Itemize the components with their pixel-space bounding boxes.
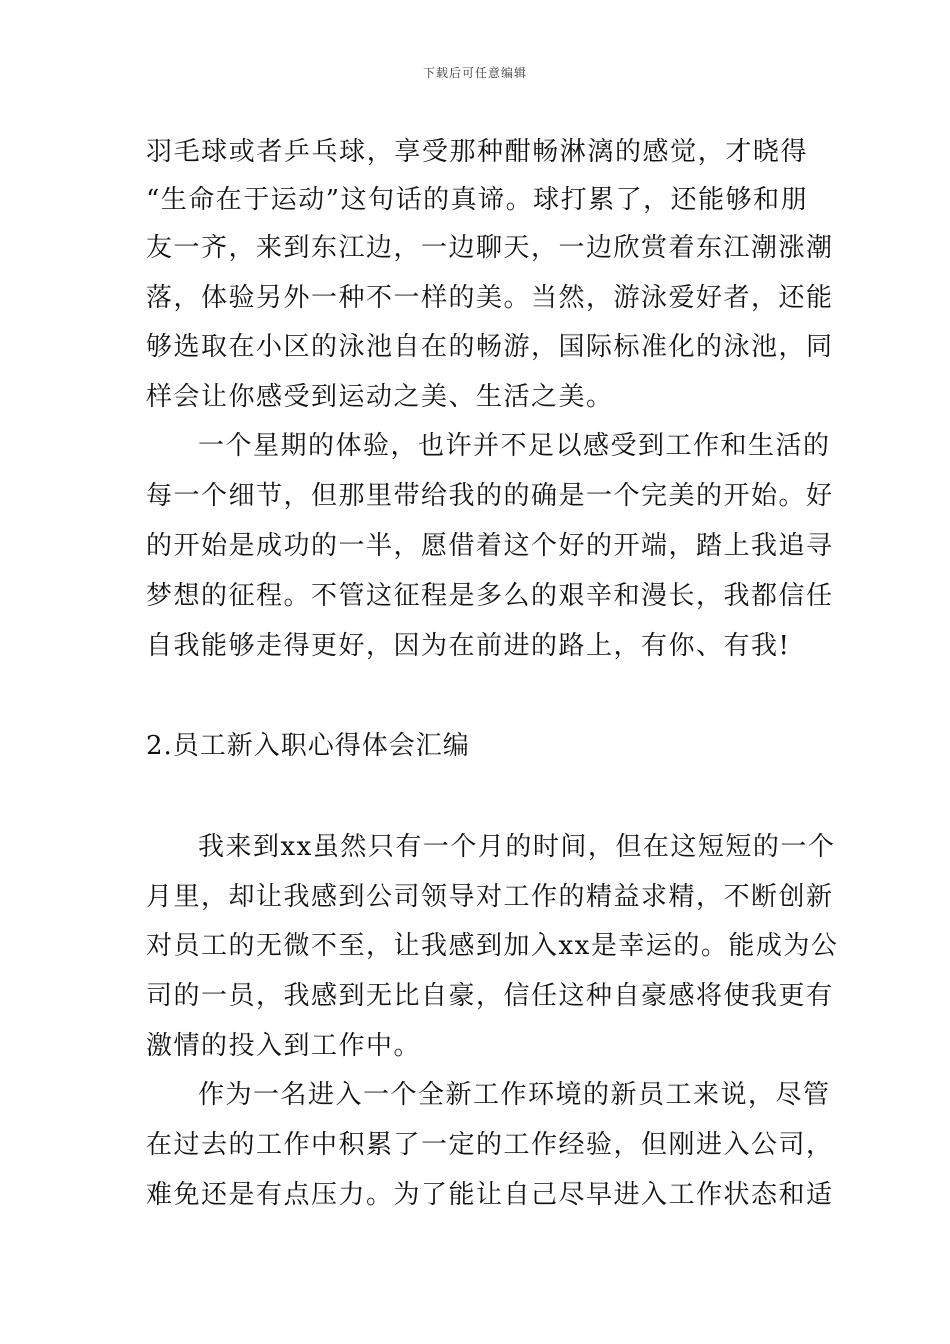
paragraph-line: 月里，却让我感到公司领导对工作的精益求精，不断创新 [146,882,834,912]
paragraph-line: 对员工的无微不至，让我感到加入xx是幸运的。能成为公 [146,931,839,961]
paragraph-line: 在过去的工作中积累了一定的工作经验，但刚进入公司， [146,1130,834,1160]
page-header: 下载后可任意编辑 [422,66,527,80]
paragraph-line: “生命在于运动”这句话的真谛。球打累了，还能够和朋 [146,185,809,215]
paragraph-line: 我来到xx虽然只有一个月的时间，但在这短短的一个 [198,832,836,862]
paragraph-line: 自我能够走得更好，因为在前进的路上，有你、有我! [146,631,791,661]
paragraph-line: 样会让你感受到运动之美、生活之美。 [146,382,614,412]
paragraph-line: 激情的投入到工作中。 [146,1031,422,1061]
paragraph-line: 友一齐，来到东江边，一边聊天，一边欣赏着东江潮涨潮 [146,233,834,263]
paragraph-line: 一个星期的体验，也许并不足以感受到工作和生活的 [198,431,831,461]
paragraph-line: 每一个细节，但那里带给我的的确是一个完美的开始。好 [146,481,834,511]
paragraph-line: 作为一名进入一个全新工作环境的新员工来说，尽管 [198,1080,831,1110]
paragraph-line: 难免还是有点压力。为了能让自己尽早进入工作状态和适 [146,1180,834,1210]
paragraph-line: 够选取在小区的泳池自在的畅游，国际标准化的泳池，同 [146,332,834,362]
paragraph-line: 落，体验另外一种不一样的美。当然，游泳爱好者，还能 [146,283,834,313]
paragraph-line: 梦想的征程。不管这征程是多么的艰辛和漫长，我都信任 [146,581,834,611]
section-heading: 2.员工新入职心得体会汇编 [146,731,470,761]
paragraph-line: 羽毛球或者乒乓球，享受那种酣畅淋漓的感觉，才晓得 [146,137,808,167]
paragraph-line: 司的一员，我感到无比自豪，信任这种自豪感将使我更有 [146,981,834,1011]
paragraph-line: 的开始是成功的一半，愿借着这个好的开端，踏上我追寻 [146,531,834,561]
